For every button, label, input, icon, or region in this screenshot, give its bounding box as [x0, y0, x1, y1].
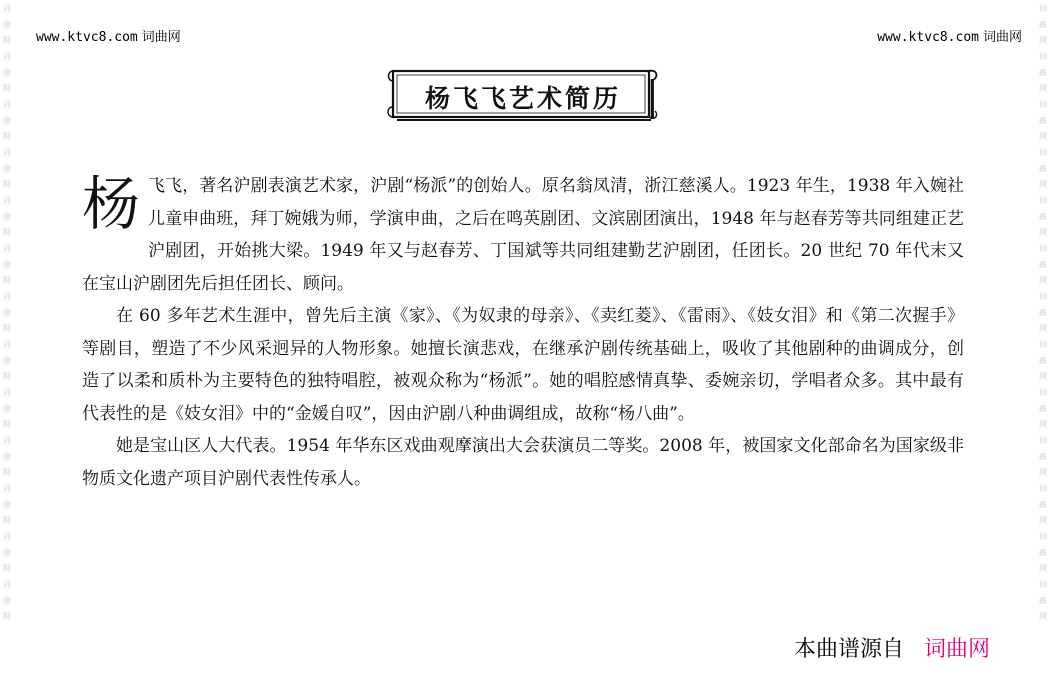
watermark-glyph: 曲	[1039, 68, 1047, 77]
page-title: 杨飞飞艺术简历	[424, 84, 621, 113]
paragraph-honors: 她是宝山区人大代表。1954 年华东区戏曲观摩演出大会获演员二等奖。2008 年，被国家文化部命名为国家级非物质文化遗产项目沪剧代表性传承人。	[82, 436, 964, 489]
watermark-glyph: 网	[1039, 36, 1047, 45]
watermark-glyph: 网	[3, 516, 11, 525]
watermark-glyph: 词	[1039, 340, 1047, 349]
paragraph-intro	[82, 170, 964, 300]
watermark-glyph: 网	[3, 276, 11, 285]
watermark-glyph: 曲	[3, 68, 11, 77]
watermark-glyph: 曲	[1039, 20, 1047, 29]
site-label-right[interactable]	[877, 26, 1022, 45]
watermark-glyph: 网	[1039, 612, 1047, 621]
watermark-glyph: 曲	[1039, 116, 1047, 125]
watermark-glyph: 网	[3, 228, 11, 237]
watermark-glyph: 词	[3, 484, 11, 493]
watermark-glyph: 网	[1039, 420, 1047, 429]
watermark-glyph: 曲	[1039, 452, 1047, 461]
watermark-glyph: 词	[3, 292, 11, 301]
watermark-glyph: 词	[1039, 244, 1047, 253]
watermark-glyph: 词	[1039, 100, 1047, 109]
watermark-glyph: 网	[1039, 132, 1047, 141]
site-url[interactable]: www.ktvc8.com	[36, 30, 138, 45]
watermark-glyph: 曲	[1039, 212, 1047, 221]
watermark-glyph: 词	[3, 4, 11, 13]
watermark-glyph: 曲	[3, 596, 11, 605]
watermark-glyph: 曲	[1039, 404, 1047, 413]
watermark-glyph: 词	[3, 196, 11, 205]
drop-cap: 杨	[82, 170, 141, 238]
site-name[interactable]: 词曲网	[141, 30, 181, 45]
watermark-glyph: 词	[3, 436, 11, 445]
site-url[interactable]: www.ktvc8.com	[877, 30, 979, 45]
watermark-glyph: 词	[1039, 388, 1047, 397]
watermark-glyph: 词	[1039, 196, 1047, 205]
watermark-glyph: 网	[3, 468, 11, 477]
watermark-glyph: 网	[1039, 276, 1047, 285]
title-banner	[387, 63, 659, 125]
watermark-glyph: 曲	[1039, 596, 1047, 605]
watermark-glyph: 曲	[1039, 260, 1047, 269]
watermark-glyph: 词	[3, 148, 11, 157]
watermark-glyph: 曲	[3, 308, 11, 317]
watermark-glyph: 词	[3, 532, 11, 541]
watermark-glyph: 曲	[3, 500, 11, 509]
watermark-glyph: 曲	[1039, 308, 1047, 317]
watermark-glyph: 曲	[3, 20, 11, 29]
watermark-glyph: 网	[1039, 180, 1047, 189]
watermark-glyph: 曲	[3, 164, 11, 173]
watermark-glyph: 网	[3, 132, 11, 141]
watermark-glyph: 网	[3, 612, 11, 621]
paragraph-text: 飞飞，著名沪剧表演艺术家，沪剧“杨派”的创始人。原名翁凤清，浙江慈溪人。1923 年生，1938 年入婉社儿童申曲班，拜丁婉娥为师，学演申曲，之后在鸣英剧团、文滨剧团演出，1948 年与赵春芳等共同组建正艺沪剧团，开始挑大梁。1949 年又与赵春芳、丁国斌等共同组建勤艺沪剧团，任团长。20 世纪 70 年代末又在宝山沪剧团先后担任团长、顾问。	[82, 176, 964, 294]
watermark-glyph: 网	[1039, 564, 1047, 573]
watermark-glyph: 词	[1039, 148, 1047, 157]
watermark-glyph: 词	[3, 388, 11, 397]
watermark-glyph: 词	[1039, 580, 1047, 589]
watermark-glyph: 网	[3, 564, 11, 573]
watermark-glyph: 网	[1039, 468, 1047, 477]
watermark-glyph: 网	[3, 324, 11, 333]
watermark-glyph: 网	[1039, 228, 1047, 237]
watermark-glyph: 词	[3, 244, 11, 253]
source-note	[794, 632, 990, 663]
watermark-glyph: 曲	[3, 260, 11, 269]
watermark-glyph: 网	[1039, 324, 1047, 333]
watermark-glyph: 词	[1039, 436, 1047, 445]
watermark-glyph: 网	[3, 420, 11, 429]
watermark-glyph: 词	[1039, 4, 1047, 13]
watermark-glyph: 曲	[3, 548, 11, 557]
watermark-glyph: 曲	[3, 116, 11, 125]
watermark-glyph: 曲	[3, 356, 11, 365]
watermark-glyph: 曲	[3, 452, 11, 461]
watermark-glyph: 词	[1039, 532, 1047, 541]
watermark-glyph: 曲	[1039, 164, 1047, 173]
site-name[interactable]: 词曲网	[982, 30, 1022, 45]
watermark-glyph: 词	[3, 340, 11, 349]
watermark-glyph: 曲	[3, 212, 11, 221]
left-margin-watermark	[0, 0, 14, 694]
watermark-glyph: 词	[1039, 52, 1047, 61]
brand-link[interactable]: 词曲网	[924, 637, 991, 662]
watermark-glyph: 曲	[1039, 548, 1047, 557]
watermark-glyph: 网	[1039, 372, 1047, 381]
watermark-glyph: 网	[3, 372, 11, 381]
watermark-glyph: 曲	[1039, 356, 1047, 365]
watermark-glyph: 词	[3, 100, 11, 109]
site-label-left[interactable]	[36, 26, 181, 45]
watermark-glyph: 网	[1039, 516, 1047, 525]
paragraph-career: 在 60 多年艺术生涯中，曾先后主演《家》、《为奴隶的母亲》、《卖红菱》、《雷雨》、《妓女泪》和《第二次握手》等剧目，塑造了不少风采迥异的人物形象。她擅长演悲戏，在继承沪剧传统基础上，吸收了其他剧种的曲调成分，创造了以柔和质朴为主要特色的独特唱腔，被观众称为“杨派”。她的唱腔感情真挚、委婉亲切，学唱者众多。其中最有代表性的是《妓女泪》中的“金媛自叹”，因由沪剧八种曲调组成，故称“杨八曲”。	[82, 306, 964, 424]
watermark-glyph: 网	[1039, 84, 1047, 93]
watermark-glyph: 词	[3, 580, 11, 589]
watermark-glyph: 网	[3, 84, 11, 93]
watermark-glyph: 词	[3, 52, 11, 61]
watermark-glyph: 曲	[1039, 500, 1047, 509]
right-margin-watermark	[1036, 0, 1050, 694]
watermark-glyph: 网	[3, 180, 11, 189]
watermark-glyph: 网	[3, 36, 11, 45]
biography-text	[82, 170, 964, 495]
watermark-glyph: 词	[1039, 484, 1047, 493]
source-label: 本曲谱源自	[794, 637, 905, 662]
watermark-glyph: 词	[1039, 292, 1047, 301]
watermark-glyph: 曲	[3, 404, 11, 413]
